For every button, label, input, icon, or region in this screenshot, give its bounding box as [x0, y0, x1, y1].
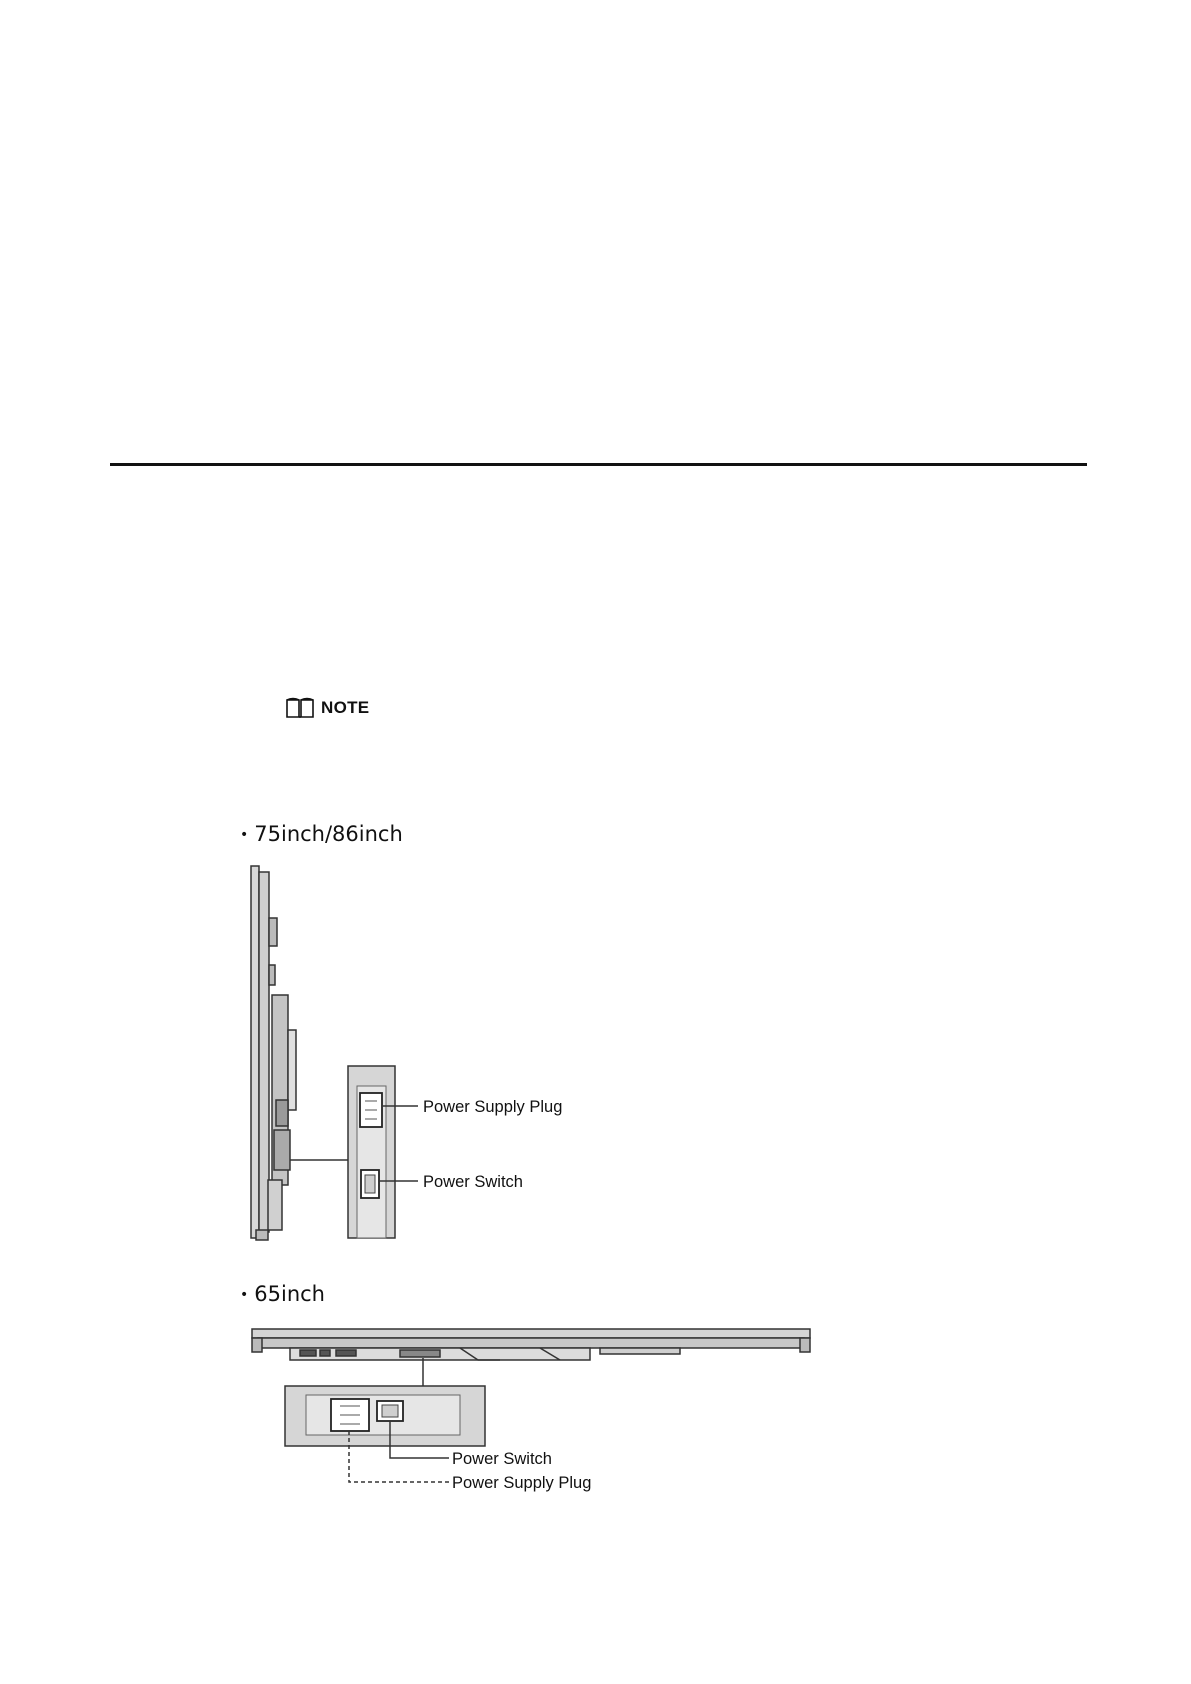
model-bullet-2: • 65inch	[240, 1282, 325, 1306]
callout-power-switch-1: Power Switch	[423, 1173, 523, 1191]
bottom-view-display	[252, 1329, 810, 1360]
model-bullet-1: • 75inch/86inch	[240, 822, 403, 846]
note-label: NOTE	[321, 698, 370, 717]
callout-power-supply-plug-2: Power Supply Plug	[452, 1474, 592, 1492]
power-panel-detail	[348, 1066, 395, 1238]
model-label-1: 75inch/86inch	[254, 822, 403, 846]
side-view-display	[251, 866, 296, 1240]
callout-power-supply-plug-1: Power Supply Plug	[423, 1098, 563, 1116]
callout-power-switch-2: Power Switch	[452, 1450, 552, 1468]
model-label-2: 65inch	[254, 1282, 325, 1306]
power-panel-detail-65	[285, 1386, 485, 1446]
